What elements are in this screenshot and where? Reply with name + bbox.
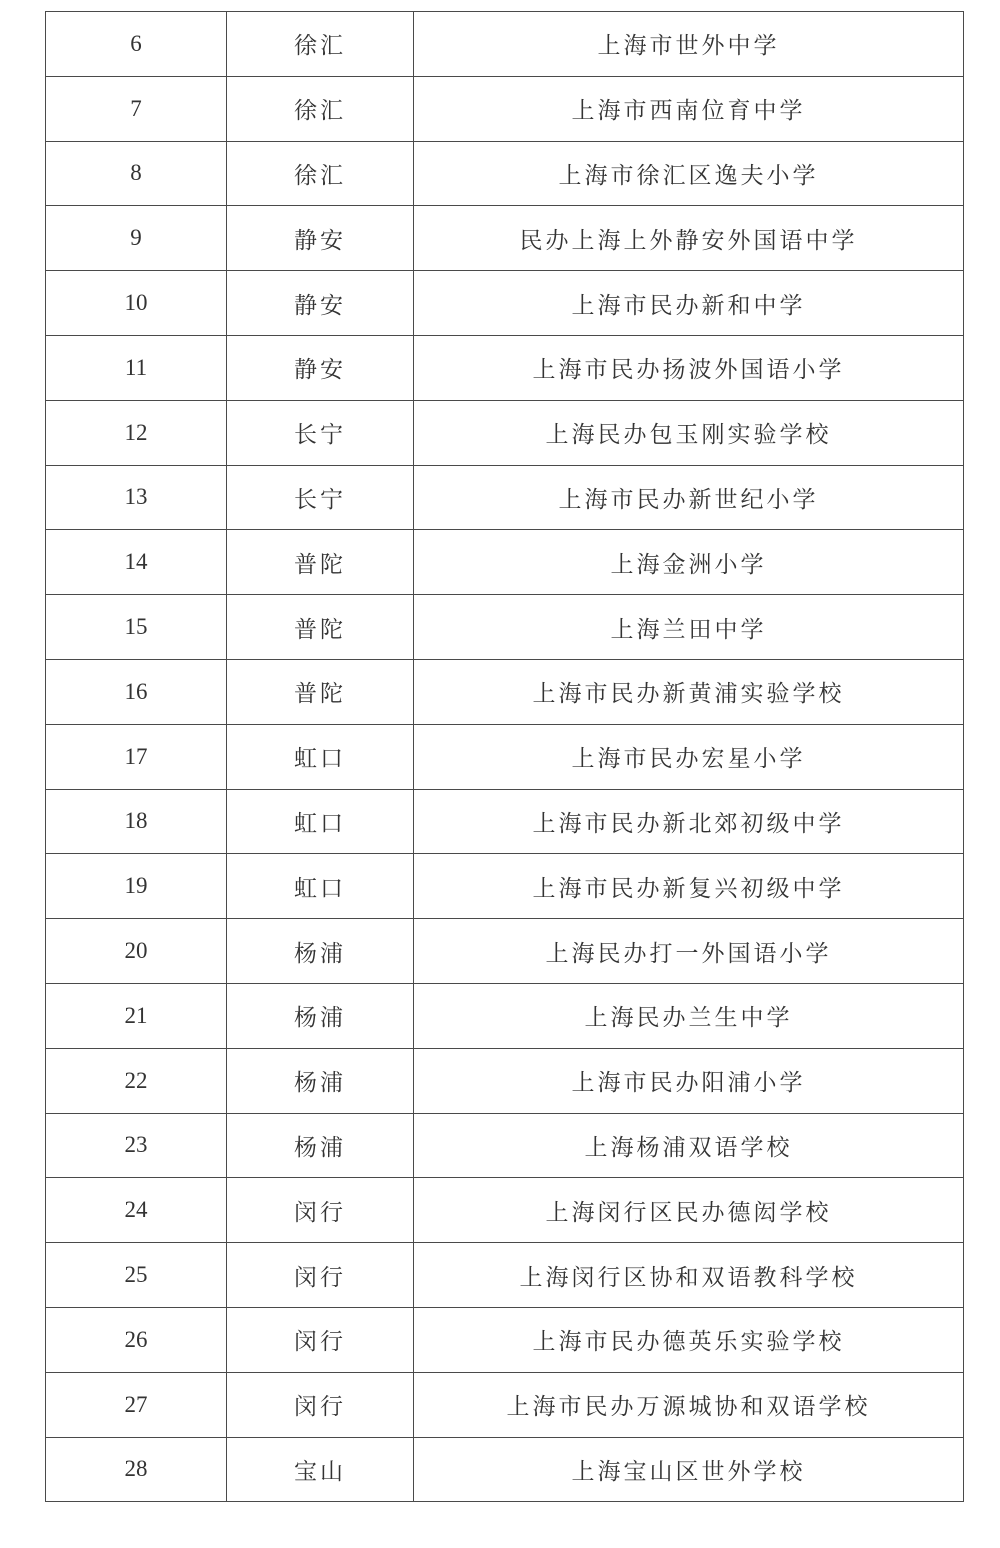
table-row: [46, 919, 964, 984]
table-row: [46, 12, 964, 77]
table-body: [46, 12, 964, 1502]
row-number-cell: 11: [46, 335, 227, 400]
district-cell: 静安: [227, 271, 414, 336]
district-cell: 普陀: [227, 595, 414, 660]
row-number-cell: 9: [46, 206, 227, 271]
table-row: [46, 1178, 964, 1243]
row-number-cell: 14: [46, 530, 227, 595]
table-row: [46, 595, 964, 660]
school-name-cell: 民办上海上外静安外国语中学: [414, 206, 964, 271]
school-name-cell: 上海宝山区世外学校: [414, 1437, 964, 1502]
school-name-cell: 上海市西南位育中学: [414, 76, 964, 141]
school-name-cell: 上海民办兰生中学: [414, 983, 964, 1048]
school-name-cell: 上海闵行区民办德闳学校: [414, 1178, 964, 1243]
district-cell: 闵行: [227, 1372, 414, 1437]
row-number-cell: 26: [46, 1307, 227, 1372]
row-number-cell: 27: [46, 1372, 227, 1437]
table-row: [46, 1243, 964, 1308]
district-cell: 静安: [227, 335, 414, 400]
district-cell: 杨浦: [227, 1113, 414, 1178]
district-cell: 徐汇: [227, 76, 414, 141]
district-cell: 徐汇: [227, 141, 414, 206]
district-cell: 虹口: [227, 854, 414, 919]
school-name-cell: 上海闵行区协和双语教科学校: [414, 1243, 964, 1308]
district-cell: 杨浦: [227, 919, 414, 984]
table-row: [46, 465, 964, 530]
school-name-cell: 上海民办打一外国语小学: [414, 919, 964, 984]
row-number-cell: 22: [46, 1048, 227, 1113]
table-row: [46, 76, 964, 141]
school-list-table: [45, 11, 964, 1502]
table-row: [46, 854, 964, 919]
district-cell: 静安: [227, 206, 414, 271]
district-cell: 虹口: [227, 789, 414, 854]
table-row: [46, 1048, 964, 1113]
district-cell: 长宁: [227, 465, 414, 530]
school-name-cell: 上海兰田中学: [414, 595, 964, 660]
table-row: [46, 1113, 964, 1178]
row-number-cell: 15: [46, 595, 227, 660]
row-number-cell: 16: [46, 659, 227, 724]
row-number-cell: 7: [46, 76, 227, 141]
school-name-cell: 上海市世外中学: [414, 12, 964, 77]
row-number-cell: 6: [46, 12, 227, 77]
district-cell: 闵行: [227, 1243, 414, 1308]
table-row: [46, 724, 964, 789]
row-number-cell: 20: [46, 919, 227, 984]
school-name-cell: 上海市民办宏星小学: [414, 724, 964, 789]
table-row: [46, 400, 964, 465]
row-number-cell: 24: [46, 1178, 227, 1243]
school-name-cell: 上海市民办德英乐实验学校: [414, 1307, 964, 1372]
table-row: [46, 1307, 964, 1372]
table-row: [46, 983, 964, 1048]
row-number-cell: 19: [46, 854, 227, 919]
district-cell: 闵行: [227, 1178, 414, 1243]
school-name-cell: 上海金洲小学: [414, 530, 964, 595]
row-number-cell: 10: [46, 271, 227, 336]
school-name-cell: 上海市徐汇区逸夫小学: [414, 141, 964, 206]
school-name-cell: 上海市民办扬波外国语小学: [414, 335, 964, 400]
table-row: [46, 271, 964, 336]
row-number-cell: 8: [46, 141, 227, 206]
school-name-cell: 上海民办包玉刚实验学校: [414, 400, 964, 465]
school-name-cell: 上海市民办万源城协和双语学校: [414, 1372, 964, 1437]
district-cell: 普陀: [227, 530, 414, 595]
school-name-cell: 上海杨浦双语学校: [414, 1113, 964, 1178]
table-row: [46, 789, 964, 854]
school-name-cell: 上海市民办新黄浦实验学校: [414, 659, 964, 724]
row-number-cell: 28: [46, 1437, 227, 1502]
row-number-cell: 13: [46, 465, 227, 530]
district-cell: 宝山: [227, 1437, 414, 1502]
table-row: [46, 659, 964, 724]
row-number-cell: 25: [46, 1243, 227, 1308]
district-cell: 杨浦: [227, 1048, 414, 1113]
row-number-cell: 23: [46, 1113, 227, 1178]
row-number-cell: 17: [46, 724, 227, 789]
district-cell: 虹口: [227, 724, 414, 789]
school-name-cell: 上海市民办阳浦小学: [414, 1048, 964, 1113]
school-name-cell: 上海市民办新北郊初级中学: [414, 789, 964, 854]
school-name-cell: 上海市民办新和中学: [414, 271, 964, 336]
school-name-cell: 上海市民办新世纪小学: [414, 465, 964, 530]
row-number-cell: 21: [46, 983, 227, 1048]
row-number-cell: 12: [46, 400, 227, 465]
district-cell: 长宁: [227, 400, 414, 465]
district-cell: 闵行: [227, 1307, 414, 1372]
table-row: [46, 335, 964, 400]
district-cell: 普陀: [227, 659, 414, 724]
school-name-cell: 上海市民办新复兴初级中学: [414, 854, 964, 919]
district-cell: 杨浦: [227, 983, 414, 1048]
table-row: [46, 206, 964, 271]
table-row: [46, 530, 964, 595]
table-row: [46, 1437, 964, 1502]
district-cell: 徐汇: [227, 12, 414, 77]
row-number-cell: 18: [46, 789, 227, 854]
table-row: [46, 1372, 964, 1437]
table-row: [46, 141, 964, 206]
